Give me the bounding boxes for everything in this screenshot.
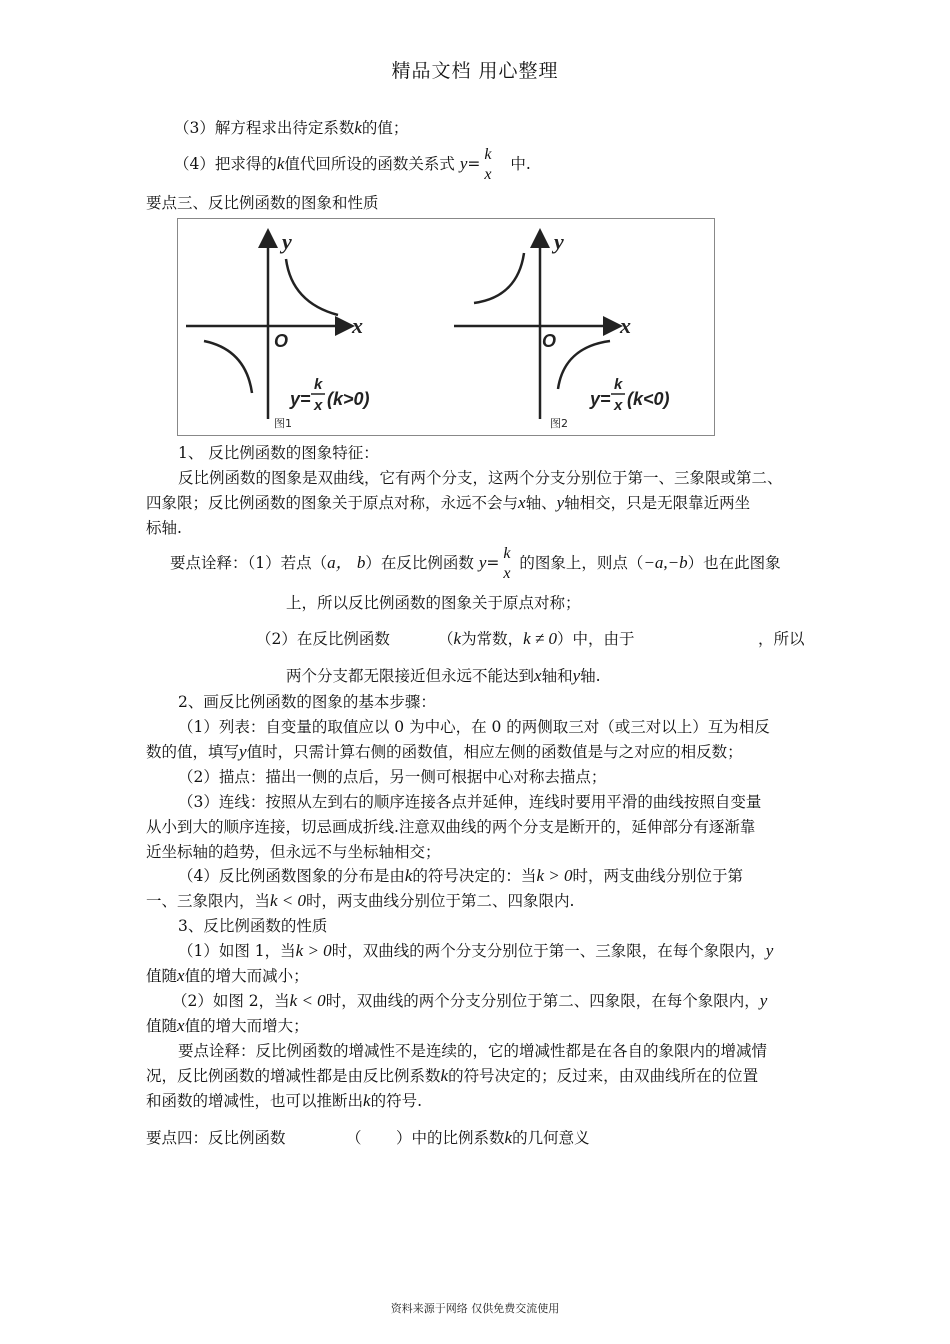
graph-2: [454, 229, 670, 430]
caption-1: 图1: [274, 417, 292, 430]
explanation-1: 要点诠释：反比例函数的增减性不是连续的，它的增减性都是在各自的象限内的增减情: [178, 1042, 768, 1060]
branch-q3: [204, 341, 252, 393]
branch-q2: [474, 253, 524, 303]
origin-1: O: [274, 331, 289, 351]
step-list-3c: 近坐标轴的趋势，但永远不与坐标轴相交；: [146, 843, 441, 861]
note-2-line-b: （k为常数，k ≠ 0）中，由于: [438, 629, 635, 648]
step-3-line: （3）解方程求出待定系数k的值；: [174, 118, 409, 137]
property-2b: 值随x值的增大而增大；: [146, 1016, 309, 1035]
feature-1-p1: 反比例函数的图象是双曲线，它有两个分支，这两个分支分别位于第一、三象限或第二、: [178, 469, 783, 487]
explanation-2: 况，反比例函数的增减性都是由反比例系数k的符号决定的；反过来，由双曲线所在的位置: [146, 1066, 759, 1085]
explanation-3: 和函数的增减性，也可以推断出k的符号.: [146, 1091, 422, 1110]
steps-heading: 2、画反比例函数的图象的基本步骤：: [178, 693, 436, 711]
property-1: （1）如图 1，当k > 0时，双曲线的两个分支分别位于第一、三象限，在每个象限内，y: [178, 941, 774, 960]
eq-den-1: x: [314, 397, 323, 414]
fraction-k-over-x-2: k x: [503, 545, 511, 582]
caption-2: 图2: [550, 417, 568, 430]
eq-num-1: k: [314, 376, 323, 393]
property-2: （2）如图 2，当k < 0时，双曲线的两个分支分别位于第二、四象限，在每个象限内，y: [172, 991, 768, 1010]
section-4-heading-c: ）中的比例系数k的几何意义: [396, 1128, 590, 1147]
step-4-line: （4）把求得的k值代回所设的函数关系式 y= k x 中.: [174, 146, 531, 183]
origin-2: O: [542, 331, 557, 351]
page-footer: 资料来源于网络 仅供免费交流使用: [390, 1302, 560, 1315]
hyperbola-figure: [177, 218, 715, 436]
eq-cond-1: (k>0): [327, 389, 370, 409]
branch-q4: [558, 341, 610, 389]
properties-heading: 3、反比例函数的性质: [178, 917, 328, 935]
note-2-line-2: 两个分支都无限接近但永远不能达到x轴和y轴.: [286, 666, 601, 685]
x-label-2: x: [620, 313, 631, 338]
page-header: 精品文档 用心整理: [391, 60, 559, 82]
note-1-line-2: 上，所以反比例函数的图象关于原点对称；: [286, 594, 581, 612]
step-list-1b: 数的值，填写y值时，只需计算右侧的函数值，相应左侧的函数值是与之对应的相反数；: [146, 742, 743, 761]
eq-y-2: y=: [590, 389, 611, 409]
eq-den-2: x: [614, 397, 623, 414]
step-list-1: （1）列表：自变量的取值应以 0 为中心，在 0 的两侧取三对（或三对以上）互为相反: [178, 718, 770, 736]
x-label-1: x: [352, 313, 363, 338]
y-label-1: y: [282, 229, 292, 254]
eq-cond-2: (k<0): [627, 389, 670, 409]
step-list-3b: 从小到大的顺序连接，切忌画成折线.注意双曲线的两个分支是断开的，延伸部分有逐渐靠: [146, 818, 756, 836]
section-4-heading-b: （: [346, 1129, 362, 1147]
note-2-line: （2）在反比例函数: [256, 630, 390, 648]
step-list-4b: 一、三象限内，当k < 0时，两支曲线分别位于第二、四象限内.: [146, 891, 575, 910]
fraction-k-over-x: k x: [484, 146, 492, 183]
feature-1-p3: 标轴.: [146, 519, 182, 537]
feature-1-p2: 四象限；反比例函数的图象关于原点对称，永远不会与x轴、y轴相交，只是无限靠近两坐: [146, 493, 751, 512]
hyperbola-graphs: [178, 219, 714, 435]
graph-1: [186, 229, 370, 430]
step-list-2: （2）描点：描出一侧的点后，另一侧可根据中心对称去描点；: [178, 768, 607, 786]
note-1-line: 要点诠释：（1）若点（a， b）在反比例函数 y= k x 的图象上，则点（−a,−b）也在此图象: [170, 545, 781, 582]
branch-q1: [286, 259, 338, 315]
y-label-2: y: [554, 229, 564, 254]
step-list-4: （4）反比例函数图象的分布是由k的符号决定的：当k > 0时，两支曲线分别位于第: [178, 866, 743, 885]
feature-1-heading: 1、 反比例函数的图象特征：: [178, 444, 379, 462]
property-1b: 值随x值的增大而减小；: [146, 966, 309, 985]
step-list-3: （3）连线：按照从左到右的顺序连接各点并延伸，连线时要用平滑的曲线按照自变量: [178, 793, 762, 811]
eq-y-1: y=: [290, 389, 311, 409]
section-4-heading-a: 要点四：反比例函数: [146, 1129, 286, 1147]
note-2-line-c: ，所以: [758, 630, 805, 648]
eq-num-2: k: [614, 376, 623, 393]
section-3-heading: 要点三、反比例函数的图象和性质: [146, 194, 379, 212]
